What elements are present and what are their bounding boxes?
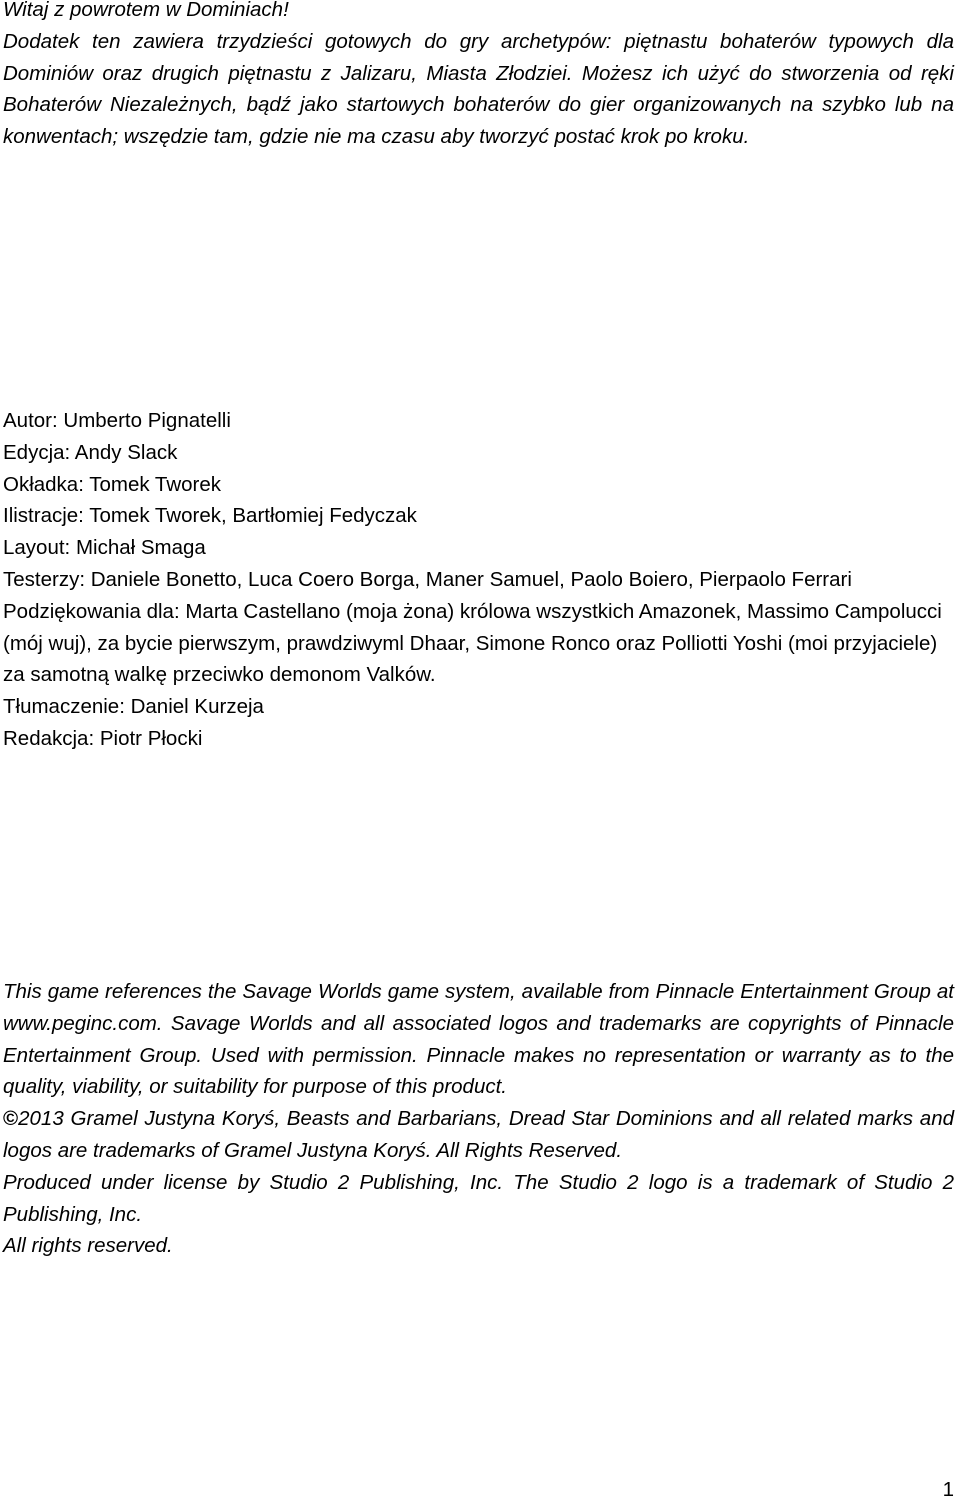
credit-testers: Testerzy: Daniele Bonetto, Luca Coero Borga, Maner Samuel, Paolo Boiero, Pierpaolo Ferrari	[3, 567, 852, 591]
intro-text: Dodatek ten zawiera trzydzieści gotowych do gry archetypów: piętnastu bohaterów typowych dla Dominiów oraz drugich piętnastu z Jalizaru, Miasta Złodziei. Możesz ich użyć do stworzenia od ręki Bohaterów Niezależnych, bądź jako startowych bohaterów do gier organizowanych na szybko lub na konwentach; wszędzie tam, gdzie nie ma czasu aby tworzyć postać krok po kroku.	[3, 29, 954, 149]
legal-copyright	[3, 1103, 954, 1167]
legal-rights: All rights reserved.	[3, 1234, 173, 1258]
page-number: 1	[942, 1478, 954, 1501]
credit-translation: Tłumaczenie: Daniel Kurzeja	[3, 695, 264, 719]
legal-copyright-text: 2013 Gramel Justyna Koryś, Beasts and Barbarians, Dread Star Dominions and all related marks and logos are trademarks of Gramel Justyna Koryś. All Rights Reserved.	[3, 1107, 954, 1162]
copyright-symbol: ©	[3, 1107, 19, 1131]
legal-savage-worlds: This game references the Savage Worlds game system, available from Pinnacle Entertainment Group at www.peginc.com. Savage Worlds and all associated logos and trademarks are copyrights of Pinnacle Entertainment Group. Used with permission. Pinnacle makes no representation or warranty as to the quality, viability, or suitability for purpose of this product.	[3, 980, 954, 1099]
credit-redaction: Redakcja: Piotr Płocki	[3, 726, 203, 750]
legal-section	[3, 976, 954, 1262]
credit-author: Autor: Umberto Pignatelli	[3, 409, 231, 432]
credit-illustrations: Ilistracje: Tomek Tworek, Bartłomiej Fedyczak	[3, 504, 417, 528]
credit-editing: Edycja: Andy Slack	[3, 440, 178, 464]
credits-section	[3, 405, 954, 755]
credit-thanks: Podziękowania dla: Marta Castellano (moja żona) królowa wszystkich Amazonek, Massimo Campolucci (mój wuj), za bycie pierwszym, prawdziwyml Dhaar, Simone Ronco oraz Polliotti Yoshi (moi przyjaciele) za samotną walkę przeciwko demonom Valków.	[3, 599, 942, 687]
intro-section	[3, 0, 954, 153]
intro-greeting: Witaj z powrotem w Dominiach!	[3, 0, 289, 21]
credit-layout: Layout: Michał Smaga	[3, 536, 206, 560]
credit-cover: Okładka: Tomek Tworek	[3, 472, 222, 496]
legal-license: Produced under license by Studio 2 Publishing, Inc. The Studio 2 logo is a trademark of Studio 2 Publishing, Inc.	[3, 1170, 954, 1226]
